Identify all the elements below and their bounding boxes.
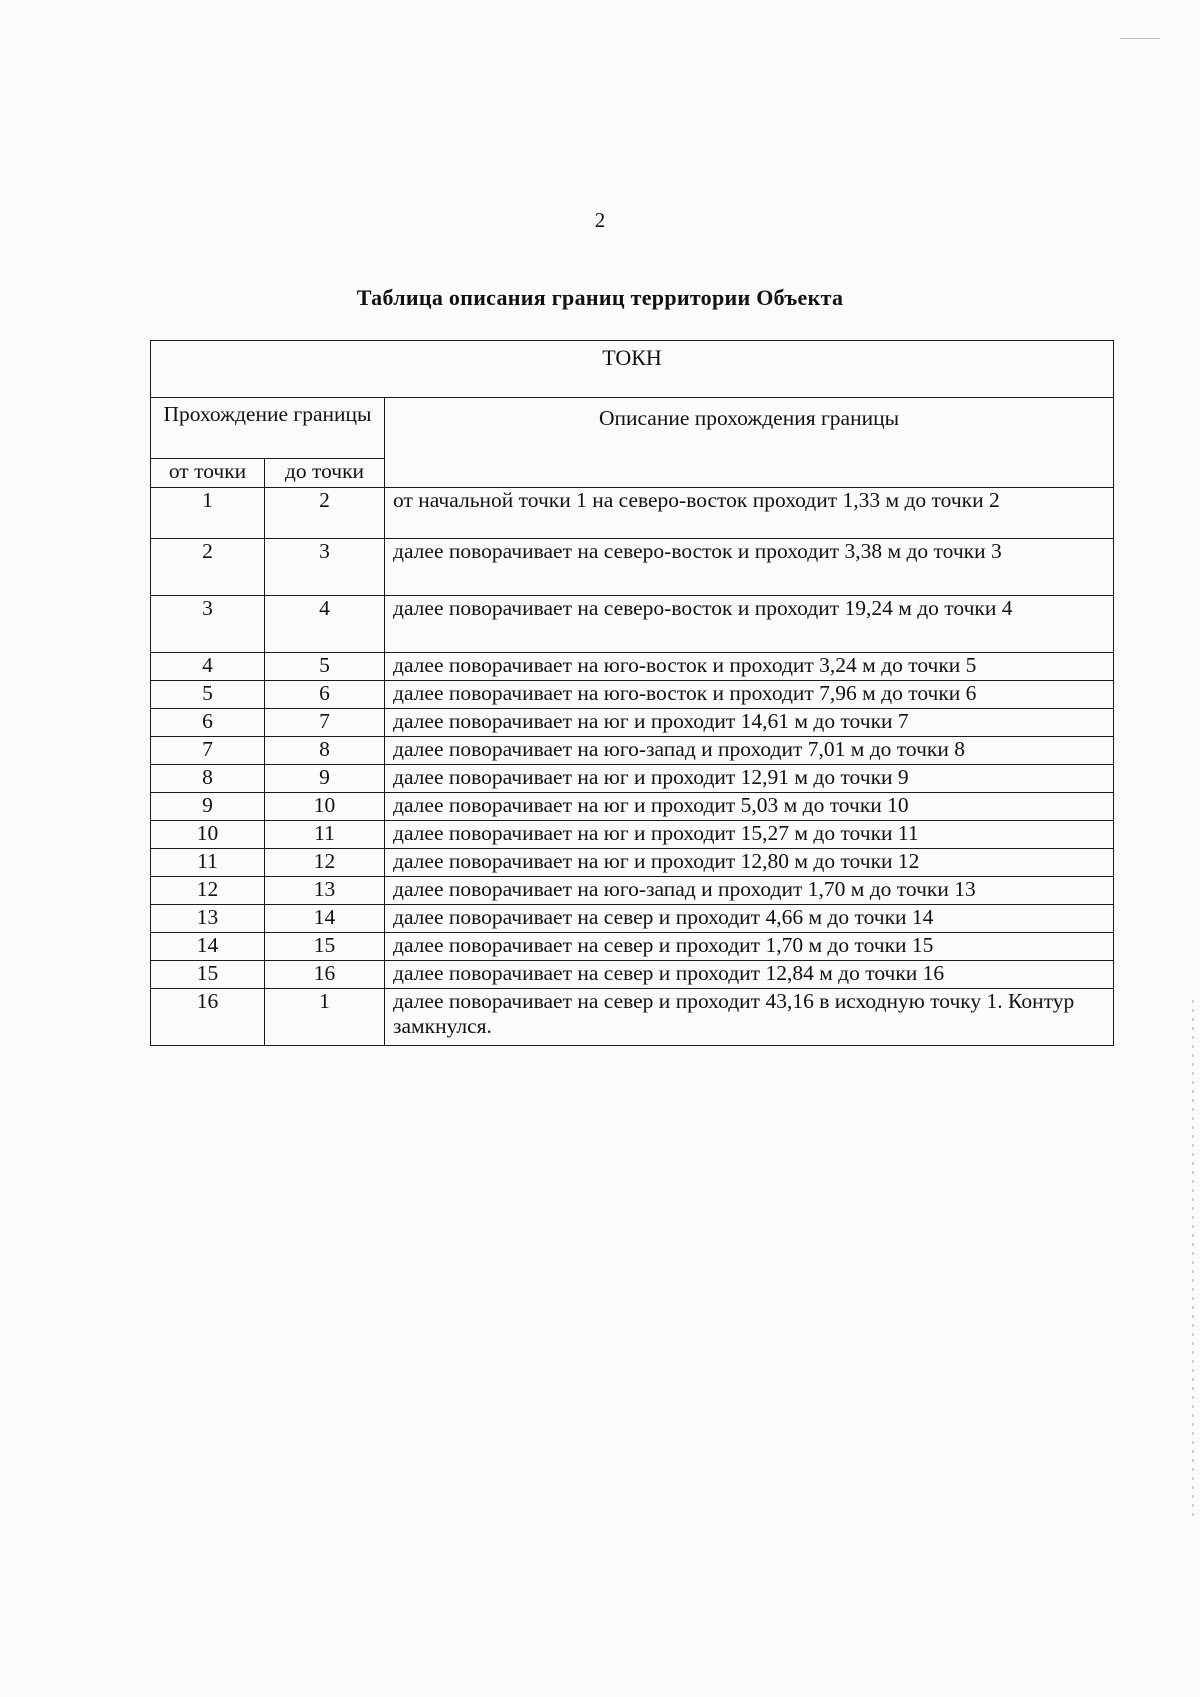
table-row <box>151 653 1114 681</box>
description-header: Описание прохождения границы <box>385 398 1114 488</box>
description-cell: далее поворачивает на север и проходит 1,70 м до точки 15 <box>385 933 1114 961</box>
scan-artifact <box>1120 38 1160 39</box>
description-cell: далее поворачивает на юго-восток и проходит 3,24 м до точки 5 <box>385 653 1114 681</box>
table-row <box>151 596 1114 653</box>
table-row <box>151 488 1114 539</box>
description-cell: далее поворачивает на север и проходит 12,84 м до точки 16 <box>385 961 1114 989</box>
to-point-cell: 11 <box>265 821 385 849</box>
to-point-cell: 3 <box>265 539 385 596</box>
description-cell: далее поворачивает на северо-восток и проходит 3,38 м до точки 3 <box>385 539 1114 596</box>
table-row <box>151 905 1114 933</box>
from-point-cell: 9 <box>151 793 265 821</box>
table-row <box>151 821 1114 849</box>
from-point-cell: 16 <box>151 989 265 1046</box>
from-point-cell: 6 <box>151 709 265 737</box>
from-point-cell: 1 <box>151 488 265 539</box>
from-point-cell: 4 <box>151 653 265 681</box>
table-row <box>151 737 1114 765</box>
table-row <box>151 989 1114 1046</box>
to-point-cell: 16 <box>265 961 385 989</box>
description-cell: от начальной точки 1 на северо-восток проходит 1,33 м до точки 2 <box>385 488 1114 539</box>
to-point-cell: 1 <box>265 989 385 1046</box>
table-row <box>151 849 1114 877</box>
description-cell: далее поворачивает на юг и проходит 12,80 м до точки 12 <box>385 849 1114 877</box>
from-point-cell: 15 <box>151 961 265 989</box>
description-cell: далее поворачивает на юг и проходит 12,91 м до точки 9 <box>385 765 1114 793</box>
document-title: Таблица описания границ территории Объекта <box>356 285 844 310</box>
to-point-cell: 7 <box>265 709 385 737</box>
from-point-cell: 2 <box>151 539 265 596</box>
to-point-cell: 5 <box>265 653 385 681</box>
to-point-cell: 9 <box>265 765 385 793</box>
description-cell: далее поворачивает на юг и проходит 14,61 м до точки 7 <box>385 709 1114 737</box>
to-point-cell: 13 <box>265 877 385 905</box>
to-point-cell: 15 <box>265 933 385 961</box>
description-cell: далее поворачивает на юго-восток и проходит 7,96 м до точки 6 <box>385 681 1114 709</box>
from-point-cell: 8 <box>151 765 265 793</box>
boundary-table <box>150 340 1114 1046</box>
from-point-cell: 11 <box>151 849 265 877</box>
passage-header: Прохождение границы <box>151 398 385 459</box>
from-point-cell: 14 <box>151 933 265 961</box>
from-point-header: от точки <box>151 459 265 488</box>
to-point-cell: 14 <box>265 905 385 933</box>
description-cell: далее поворачивает на юго-запад и проходит 1,70 м до точки 13 <box>385 877 1114 905</box>
scan-artifact <box>1192 1000 1194 1520</box>
from-point-cell: 10 <box>151 821 265 849</box>
table-row <box>151 933 1114 961</box>
from-point-cell: 7 <box>151 737 265 765</box>
table-row <box>151 793 1114 821</box>
to-point-cell: 6 <box>265 681 385 709</box>
from-point-cell: 5 <box>151 681 265 709</box>
description-cell: далее поворачивает на северо-восток и проходит 19,24 м до точки 4 <box>385 596 1114 653</box>
description-cell: далее поворачивает на север и проходит 43,16 в исходную точку 1. Контур замкнулся. <box>385 989 1114 1046</box>
description-cell: далее поворачивает на юг и проходит 5,03 м до точки 10 <box>385 793 1114 821</box>
page-number: 2 <box>594 208 606 232</box>
to-point-cell: 10 <box>265 793 385 821</box>
from-point-cell: 3 <box>151 596 265 653</box>
description-cell: далее поворачивает на юго-запад и проходит 7,01 м до точки 8 <box>385 737 1114 765</box>
to-point-header: до точки <box>265 459 385 488</box>
to-point-cell: 4 <box>265 596 385 653</box>
table-row <box>151 961 1114 989</box>
to-point-cell: 2 <box>265 488 385 539</box>
to-point-cell: 8 <box>265 737 385 765</box>
table-row <box>151 877 1114 905</box>
description-cell: далее поворачивает на юг и проходит 15,27 м до точки 11 <box>385 821 1114 849</box>
description-cell: далее поворачивает на север и проходит 4,66 м до точки 14 <box>385 905 1114 933</box>
table-row <box>151 709 1114 737</box>
from-point-cell: 12 <box>151 877 265 905</box>
table-row <box>151 681 1114 709</box>
table-row <box>151 539 1114 596</box>
table-row <box>151 765 1114 793</box>
from-point-cell: 13 <box>151 905 265 933</box>
object-name-cell: ТОКН <box>151 341 1114 398</box>
to-point-cell: 12 <box>265 849 385 877</box>
